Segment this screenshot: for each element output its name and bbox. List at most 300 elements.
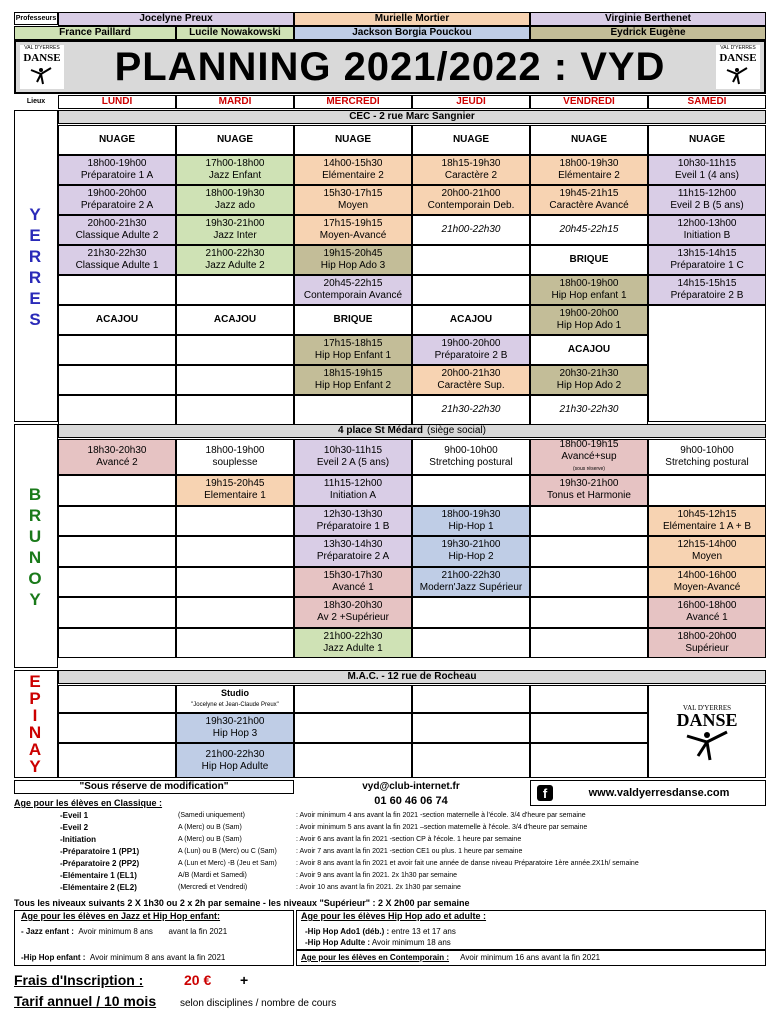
slot-name: Préparatoire 2 A [80,200,154,211]
age-days-text: A/B (Mardi et Samedi) [178,872,247,879]
slot-name: Jazz Enfant [208,170,262,181]
room-label [176,125,294,155]
slot-name: Hip Hop Adulte [201,760,269,772]
section-letter-text: U [28,527,42,546]
slot-time: 16h00-18h00 [677,600,737,612]
logo-right-top: VAL D'YERRES [720,45,756,51]
age-requirement [296,847,522,857]
empty-cell [58,597,176,628]
slot-name: Moyen-Avancé [673,581,741,593]
slot-name: Contemporain Avancé [303,290,403,301]
class-slot [294,506,412,537]
slot-name: Préparatoire 2 B [670,290,744,301]
section-letter-text: E [29,672,41,691]
empty-cell [648,305,766,422]
slot-name: Préparatoire 1 C [670,260,744,271]
slot-time: 17h00-18h00 [205,158,265,169]
room-label-text: NUAGE [334,134,372,145]
section-letter-text: Y [29,590,41,609]
class-slot [294,567,412,598]
class-slot [294,155,412,185]
age-requirement-text: : Avoir 10 ans avant la fin 2021. 2x 1h30 par semaine [296,884,461,891]
age-level-text: -Eveil 2 [60,823,89,832]
day-header [58,95,176,109]
slot-name: Moyen-Avancé [319,230,387,241]
room-label [412,125,530,155]
empty-cell [412,475,530,506]
slot-name: Avancé 1 [332,581,374,593]
logo-left-top: VAL D'YERRES [24,45,60,51]
slot-time: 14h00-16h00 [677,569,737,581]
slot-name: Jazz Adulte 1 [323,642,383,654]
slot-time: 9h00-10h00 [444,445,498,456]
logo-left-main: DANSE [23,52,61,64]
empty-cell [412,743,530,778]
age-days [178,871,247,881]
slot-time: 10h30-11h15 [677,158,737,169]
teacher-name-text: Virginie Berthenet [605,13,691,24]
class-slot [176,713,294,743]
class-slot [176,743,294,778]
slot-time: 12h15-14h00 [677,539,737,551]
venue-text: M.A.C. - 12 rue de Rocheau [347,671,477,682]
section-letter [20,247,50,266]
empty-cell [58,628,176,659]
class-slot [412,439,530,475]
slot-time: 14h00-15h30 [323,158,383,169]
room-label [530,125,648,155]
slot-name: Stretching postural [665,457,749,468]
slot-time: 15h30-17h15 [323,188,383,199]
slot-name: Initiation B [683,230,731,241]
slot-time: 10h30-11h15 [323,445,383,456]
logo-left [20,45,64,89]
slot-name: Tonus et Harmonie [547,490,631,502]
jazz-enfant-age: Avoir minimum 8 ans [78,927,153,936]
slot-time: 18h00-19h00 [87,158,147,169]
age-requirement [296,871,457,881]
class-slot [648,506,766,537]
class-slot [530,155,648,185]
slot-time: 19h00-20h00 [87,188,147,199]
empty-cell [412,685,530,713]
ages-contemp-title: Age pour les élèves en Contemporain : [301,953,450,962]
age-level-text: -Préparatoire 1 (PP1) [60,847,140,856]
teacher-name [530,12,766,26]
slot-time: 13h15-14h15 [677,248,737,259]
slot-time: 17h15-19h15 [323,218,383,229]
slot-name: Préparatoire 1 A [80,170,154,181]
empty-cell [176,335,294,365]
class-slot [294,185,412,215]
empty-cell [58,365,176,395]
day-header-text: LUNDI [101,96,133,107]
slot-name: Jazz ado [214,200,256,211]
slot-name: Préparatoire 2 A [316,551,390,563]
age-days-text: A (Lun) ou B (Merc) ou C (Sam) [178,848,277,855]
section-letter-text: E [29,289,41,308]
section-letter [20,310,50,329]
contemp-box [296,950,766,966]
age-level [60,871,137,881]
empty-cell [176,365,294,395]
section-letter-text: O [28,569,42,588]
room-label-text: BRIQUE [569,254,609,265]
slot-time: 21h00-22h30 [441,569,501,581]
day-header-text: VENDREDI [563,96,615,107]
venue-text: 4 place St Médard [338,425,424,436]
slot-name: Préparatoire 1 B [316,520,390,532]
page-title: PLANNING 2021/2022 : VYD [114,45,666,89]
studio-label [176,685,294,713]
class-slot [294,365,412,395]
slot-time: 18h00-19h30 [205,188,265,199]
empty-cell [294,713,412,743]
slot-time: 15h30-17h30 [323,569,383,581]
slot-time: 21h00-22h30 [323,630,383,642]
slot-time: 20h45-22h15 [323,278,383,289]
hiphop-enfant-level: -Hip Hop enfant : [21,953,86,962]
class-slot [648,439,766,475]
slot-time: 10h45-12h15 [677,508,737,520]
slot-time: 20h45-22h15 [559,224,619,235]
section-letter [20,268,50,287]
slot-time: 20h00-21h30 [441,368,501,379]
hiphop-box [296,910,766,950]
day-header [176,95,294,109]
slot-note: (sous réserve) [573,466,605,472]
slot-time: 18h00-20h00 [677,630,737,642]
slot-name: Eveil 2 A (5 ans) [316,457,390,468]
class-slot [530,365,648,395]
class-slot [412,506,530,537]
slot-name: Modern'Jazz Supérieur [419,581,523,593]
class-slot [412,365,530,395]
slot-name: Elementaire 1 [204,490,266,502]
room-label [58,125,176,155]
age-days-text: (Samedi uniquement) [178,812,245,819]
slot-name: Stretching postural [429,457,513,468]
age-requirement [296,859,639,869]
logo-right [716,45,760,89]
room-label-text: NUAGE [452,134,490,145]
class-slot [530,305,648,335]
class-slot [294,215,412,245]
slot-name: Classique Adulte 1 [75,260,159,271]
empty-cell [530,567,648,598]
empty-cell [530,536,648,567]
slot-name: Elémentaire 2 [322,170,384,181]
lieux-label: Lieux [26,97,46,105]
room-label-text: NUAGE [98,134,136,145]
class-slot [58,245,176,275]
empty-cell [412,597,530,628]
slot-name: Avancé 2 [96,457,138,468]
room-label [412,305,530,335]
age-days [178,859,277,869]
slot-name: Elémentaire 2 [558,170,620,181]
slot-name: Caractère 2 [444,170,498,181]
section-letter-text: R [28,268,42,287]
age-level-text: -Elémentaire 2 (EL2) [60,883,137,892]
slot-name: Jazz Inter [213,230,257,241]
class-slot [412,335,530,365]
age-level [60,835,96,845]
class-slot [648,536,766,567]
class-slot [294,597,412,628]
slot-time: 18h30-20h30 [323,600,383,612]
slot-name: Moyen [337,200,368,211]
slot-time: 21h30-22h30 [559,404,619,415]
logo-epinay [648,685,766,778]
class-slot [648,597,766,628]
empty-cell [530,597,648,628]
tarif-note: selon disciplines / nombre de cours [180,998,337,1009]
slot-time: 18h00-19h00 [205,445,265,456]
age-level [60,859,139,869]
empty-cell [648,475,766,506]
hiphop-adulte-age: Avoir minimum 18 ans [371,938,451,947]
frais-value: 20 € [184,972,212,988]
age-level-text: -Initiation [60,835,96,844]
slot-time: 19h30-21h00 [205,716,265,727]
room-label-text: NUAGE [216,134,254,145]
empty-cell [58,685,176,713]
facebook-icon[interactable]: f [537,785,553,801]
slot-name: Hip Hop enfant 1 [551,290,627,301]
class-slot [648,567,766,598]
age-requirement-text: : Avoir 6 ans avant la fin 2021 -section CP à l'école. 1 heure par semaine [296,836,522,843]
slot-name: Hip-Hop 1 [448,520,494,532]
class-slot [412,536,530,567]
age-level [60,811,88,821]
room-label [58,305,176,335]
slot-time: 21h00-22h30 [205,748,265,760]
slot-name: Hip Hop 3 [212,728,258,739]
slot-time: 13h30-14h30 [323,539,383,551]
slot-time: 19h15-20h45 [323,248,383,259]
section-letter [20,205,50,224]
class-slot [648,628,766,659]
section-letter-text: N [28,723,42,742]
slot-time: 18h00-19h15 [559,439,619,450]
slot-name: Av 2 +Supérieur [317,612,389,624]
age-days [178,823,242,833]
teacher-name-text: Lucile Nowakowski [189,27,281,38]
empty-cell [412,245,530,275]
slot-time: 19h00-20h00 [441,338,501,349]
slot-time: 18h00-19h00 [559,278,619,289]
dancer-icon [682,726,732,762]
hiphop-ado1-age: entre 13 et 17 ans [391,927,456,936]
empty-cell [176,628,294,659]
slot-name: Hip Hop Ado 1 [556,320,622,331]
class-slot [58,155,176,185]
age-days [178,883,247,893]
ages-hiphop-title: Age pour les élèves Hip Hop ado et adulte : [301,911,487,921]
venue-label [58,424,766,438]
section-letter [20,485,50,504]
section-letter-text: R [28,506,42,525]
slot-name: Elémentaire 1 A + B [662,520,752,532]
day-header-text: MARDI [218,96,252,107]
teacher-name-text: France Paillard [59,27,131,38]
slot-time: 12h00-13h00 [677,218,737,229]
slot-name: Hip Hop Ado 2 [556,380,622,391]
age-days-text: (Mercredi et Vendredi) [178,884,248,891]
empty-cell [412,713,530,743]
room-label [294,125,412,155]
day-header-text: MERCREDI [326,96,380,107]
class-slot [176,245,294,275]
true [530,439,648,475]
class-slot [58,439,176,475]
section-letter [20,569,50,588]
section-letter-text: A [28,740,42,759]
empty-cell [176,395,294,425]
class-slot [648,185,766,215]
slot-name: Eveil 1 (4 ans) [675,170,739,181]
age-days-text: A (Merc) ou B (Sam) [178,824,242,831]
class-slot [58,185,176,215]
empty-cell [58,475,176,506]
tarif-label: Tarif annuel / 10 mois [14,993,157,1009]
yerres-label-cell [14,110,58,422]
class-slot [412,185,530,215]
venue-text: CEC - 2 rue Marc Sangnier [349,111,475,122]
slot-time: 19h15-20h45 [205,478,265,490]
empty-cell [58,275,176,305]
website[interactable]: www.valdyerresdanse.com [588,787,730,799]
room-label-text: NUAGE [688,134,726,145]
logo-epinay-top: VAL D'YERRES [682,703,732,712]
slot-time: 21h00-22h30 [441,224,501,235]
slot-time: 18h30-20h30 [87,445,147,456]
age-requirement [296,811,586,821]
section-letter-text: R [28,247,42,266]
section-letter [20,226,50,245]
age-requirement-text: : Avoir minimum 5 ans avant la fin 2021 –section maternelle à l'école. 3/4 d'heure par semaine [296,824,588,831]
room-label-text: BRIQUE [333,314,373,325]
slot-time: 21h30-22h30 [87,248,147,259]
empty-cell [58,335,176,365]
class-slot [58,215,176,245]
class-slot [530,475,648,506]
section-letter-text: E [29,226,41,245]
title-bar [14,40,766,94]
age-requirement [296,835,521,845]
slot-time: 18h15-19h15 [323,368,383,379]
true [530,215,648,245]
section-letter-text: Y [29,205,41,224]
section-letter-text: N [28,548,42,567]
empty-cell [176,275,294,305]
slot-name: Hip Hop Ado 3 [320,260,386,271]
empty-cell [58,506,176,537]
class-slot [176,185,294,215]
true [412,215,530,245]
age-days-text: A (Lun et Merc) -B (Jeu et Sam) [178,860,277,867]
slot-time: 20h00-21h30 [87,218,147,229]
slot-name: Préparatoire 2 B [434,350,508,361]
slot-time: 19h30-21h00 [559,478,619,490]
age-level [60,823,88,833]
slot-time: 17h15-18h15 [323,338,383,349]
slot-name: Jazz Adulte 2 [205,260,265,271]
section-letter [20,590,50,609]
room-label [530,335,648,365]
phone: 01 60 46 06 74 [374,795,448,807]
age-requirement-text: : Avoir 7 ans avant la fin 2021 -section CE1 ou plus. 1 heure par semaine [296,848,523,855]
slot-time: 14h15-15h15 [677,278,737,289]
empty-cell [412,275,530,305]
slot-name: Initiation A [329,490,377,502]
empty-cell [58,567,176,598]
slot-time: 21h30-22h30 [441,404,501,415]
section-letter-text: S [29,310,41,329]
teacher-name-text: Eydrick Eugène [610,27,686,38]
class-slot [294,628,412,659]
class-slot [294,335,412,365]
empty-cell [530,628,648,659]
teachers-label: Professeurs [14,12,58,25]
section-letter-text: P [29,689,41,708]
day-header-text: SAMEDI [687,96,727,107]
class-slot [648,155,766,185]
studio-text: Studio [221,688,249,698]
class-slot [294,275,412,305]
reserve-note: "Sous réserve de modification" [14,780,294,794]
slot-time: 19h45-21h15 [559,188,619,199]
slot-time: 19h00-20h00 [559,308,619,319]
website-box [530,780,766,806]
age-days-text: A (Merc) ou B (Sam) [178,836,242,843]
jazz-enfant-level: - Jazz enfant : [21,927,74,936]
teacher-name [176,26,294,40]
class-slot [412,155,530,185]
slot-name: Supérieur [685,642,729,654]
empty-cell [294,743,412,778]
empty-cell [176,567,294,598]
day-header [412,95,530,109]
slot-time: 20h00-21h00 [441,188,501,199]
empty-cell [176,506,294,537]
empty-cell [412,628,530,659]
empty-cell [530,506,648,537]
class-slot [176,155,294,185]
class-slot [176,215,294,245]
age-level [60,883,137,893]
room-label-text: ACAJOU [95,314,139,325]
ages-jazz-title: Age pour les élèves en Jazz et Hip Hop enfant: [21,911,221,921]
room-label [530,245,648,275]
venue-note: (siège social) [427,425,486,436]
age-requirement-text: : Avoir 8 ans avant la fin 2021 et avoir fait une année de danse niveau Préparatoire 1ère année.2X1h/ semaine [296,860,639,867]
venue-label [58,110,766,124]
empty-cell [530,685,648,713]
empty-cell [58,395,176,425]
section-letter [20,757,50,776]
frais-plus: + [240,972,249,988]
teacher-name [294,12,530,26]
empty-cell [294,685,412,713]
room-label [294,305,412,335]
room-label-text: ACAJOU [449,314,493,325]
slot-time: 18h15-19h30 [441,158,501,169]
teacher-name [294,26,530,40]
section-letter-text: Y [29,757,41,776]
email[interactable]: vyd@club-internet.fr [362,781,460,792]
